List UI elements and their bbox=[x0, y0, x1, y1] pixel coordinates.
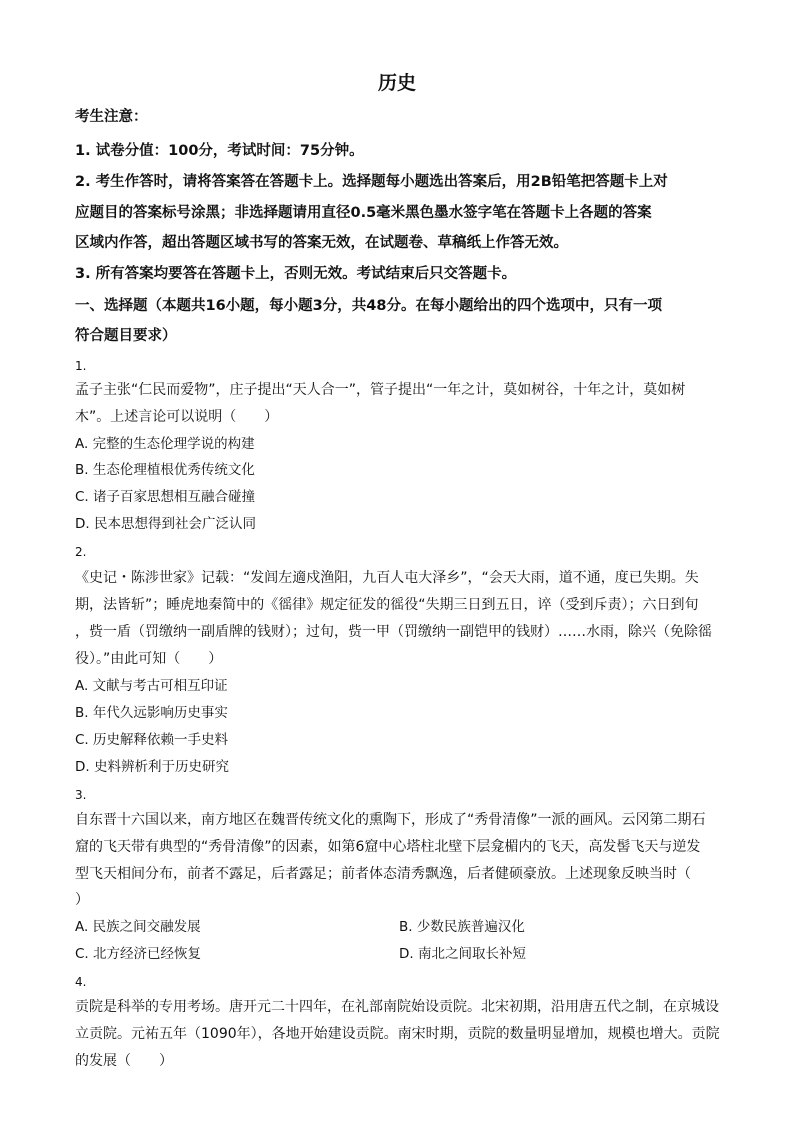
option-a: A. 文献与考古可相互印证 bbox=[75, 678, 228, 694]
question-stem: 期，法皆斩”；睡虎地秦简中的《徭律》规定征发的徭役“失期三日到五日，谇（受到斥责）；六日到旬 bbox=[75, 597, 699, 613]
option-a: A. 民族之间交融发展 bbox=[75, 919, 201, 935]
option-b: B. 年代久远影响历史事实 bbox=[75, 705, 228, 721]
option-b: B. 生态伦理植根优秀传统文化 bbox=[75, 462, 255, 478]
question-stem: 的发展（ ） bbox=[75, 1053, 173, 1069]
option-d: D. 史料辨析利于历史研究 bbox=[75, 759, 229, 775]
section-heading: 一、选择题（本题共16小题，每小题3分，共48分。在每小题给出的四个选项中，只有一项 bbox=[75, 298, 662, 314]
notice-heading: 考生注意： bbox=[75, 109, 148, 125]
notice-item: 2. 考生作答时，请将答案答在答题卡上。选择题每小题选出答案后，用2B铅笔把答题卡上对 bbox=[75, 174, 668, 190]
option-d: D. 民本思想得到社会广泛认同 bbox=[75, 516, 256, 532]
question-stem: ） bbox=[75, 892, 89, 908]
question-stem: 立贡院。元祐五年（1090年），各地开始建设贡院。南宋时期，贡院的数量明显增加，规模也增大。贡院 bbox=[75, 1026, 720, 1042]
notice-item: 1. 试卷分值：100分，考试时间：75分钟。 bbox=[75, 143, 364, 159]
option-c: C. 历史解释依赖一手史料 bbox=[75, 732, 229, 748]
notice-item: 3. 所有答案均要答在答题卡上，否则无效。考试结束后只交答题卡。 bbox=[75, 266, 517, 282]
question-stem: 役）。”由此可知（ ） bbox=[75, 651, 223, 667]
question-stem: 《史记・陈涉世家》记载：“发闾左適戍渔阳，九百人屯大泽乡”，“会天大雨，道不通，度已失期。失 bbox=[75, 570, 699, 586]
option-b: B. 少数民族普遍汉化 bbox=[399, 919, 525, 935]
option-c: C. 诸子百家思想相互融合碰撞 bbox=[75, 489, 256, 505]
question-stem: 孟子主张“仁民而爱物”，庄子提出“天人合一”，管子提出“一年之计，莫如树谷，十年之计，莫如树 bbox=[75, 382, 686, 398]
question-number: 4. bbox=[75, 975, 87, 989]
option-a: A. 完整的生态伦理学说的构建 bbox=[75, 436, 255, 452]
question-number: 1. bbox=[75, 359, 87, 373]
notice-item: 应题目的答案标号涂黑；非选择题请用直径0.5毫米黑色墨水签字笔在答题卡上各题的答案 bbox=[75, 205, 652, 221]
question-stem: ，赀一盾（罚缴纳一副盾牌的钱财）；过旬，赀一甲（罚缴纳一副铠甲的钱财）……水雨，除兴（免除徭 bbox=[75, 624, 712, 640]
question-stem: 自东晋十六国以来，南方地区在魏晋传统文化的熏陶下，形成了“秀骨清像”一派的画风。云冈第二期石 bbox=[75, 812, 706, 828]
question-number: 2. bbox=[75, 545, 87, 559]
question-stem: 木”。上述言论可以说明（ ） bbox=[75, 409, 279, 425]
question-stem: 窟的飞天带有典型的“秀骨清像”的因素，如第6窟中心塔柱北壁下层龛楣内的飞天，高发髻飞天与逆发 bbox=[75, 839, 701, 855]
notice-item: 区域内作答，超出答题区域书写的答案无效，在试题卷、草稿纸上作答无效。 bbox=[75, 235, 568, 251]
page-title: 历史 bbox=[377, 72, 416, 94]
question-stem: 贡院是科举的专用考场。唐开元二十四年，在礼部南院始设贡院。北宋初期，沿用唐五代之制，在京城设 bbox=[75, 999, 719, 1015]
question-stem: 型飞天相间分布，前者不露足，后者露足；前者体态清秀飘逸，后者健硕豪放。上述现象反映当时（ bbox=[75, 866, 691, 882]
option-d: D. 南北之间取长补短 bbox=[399, 946, 526, 962]
section-heading: 符合题目要求） bbox=[75, 328, 177, 344]
question-number: 3. bbox=[75, 788, 87, 802]
option-c: C. 北方经济已经恢复 bbox=[75, 946, 202, 962]
